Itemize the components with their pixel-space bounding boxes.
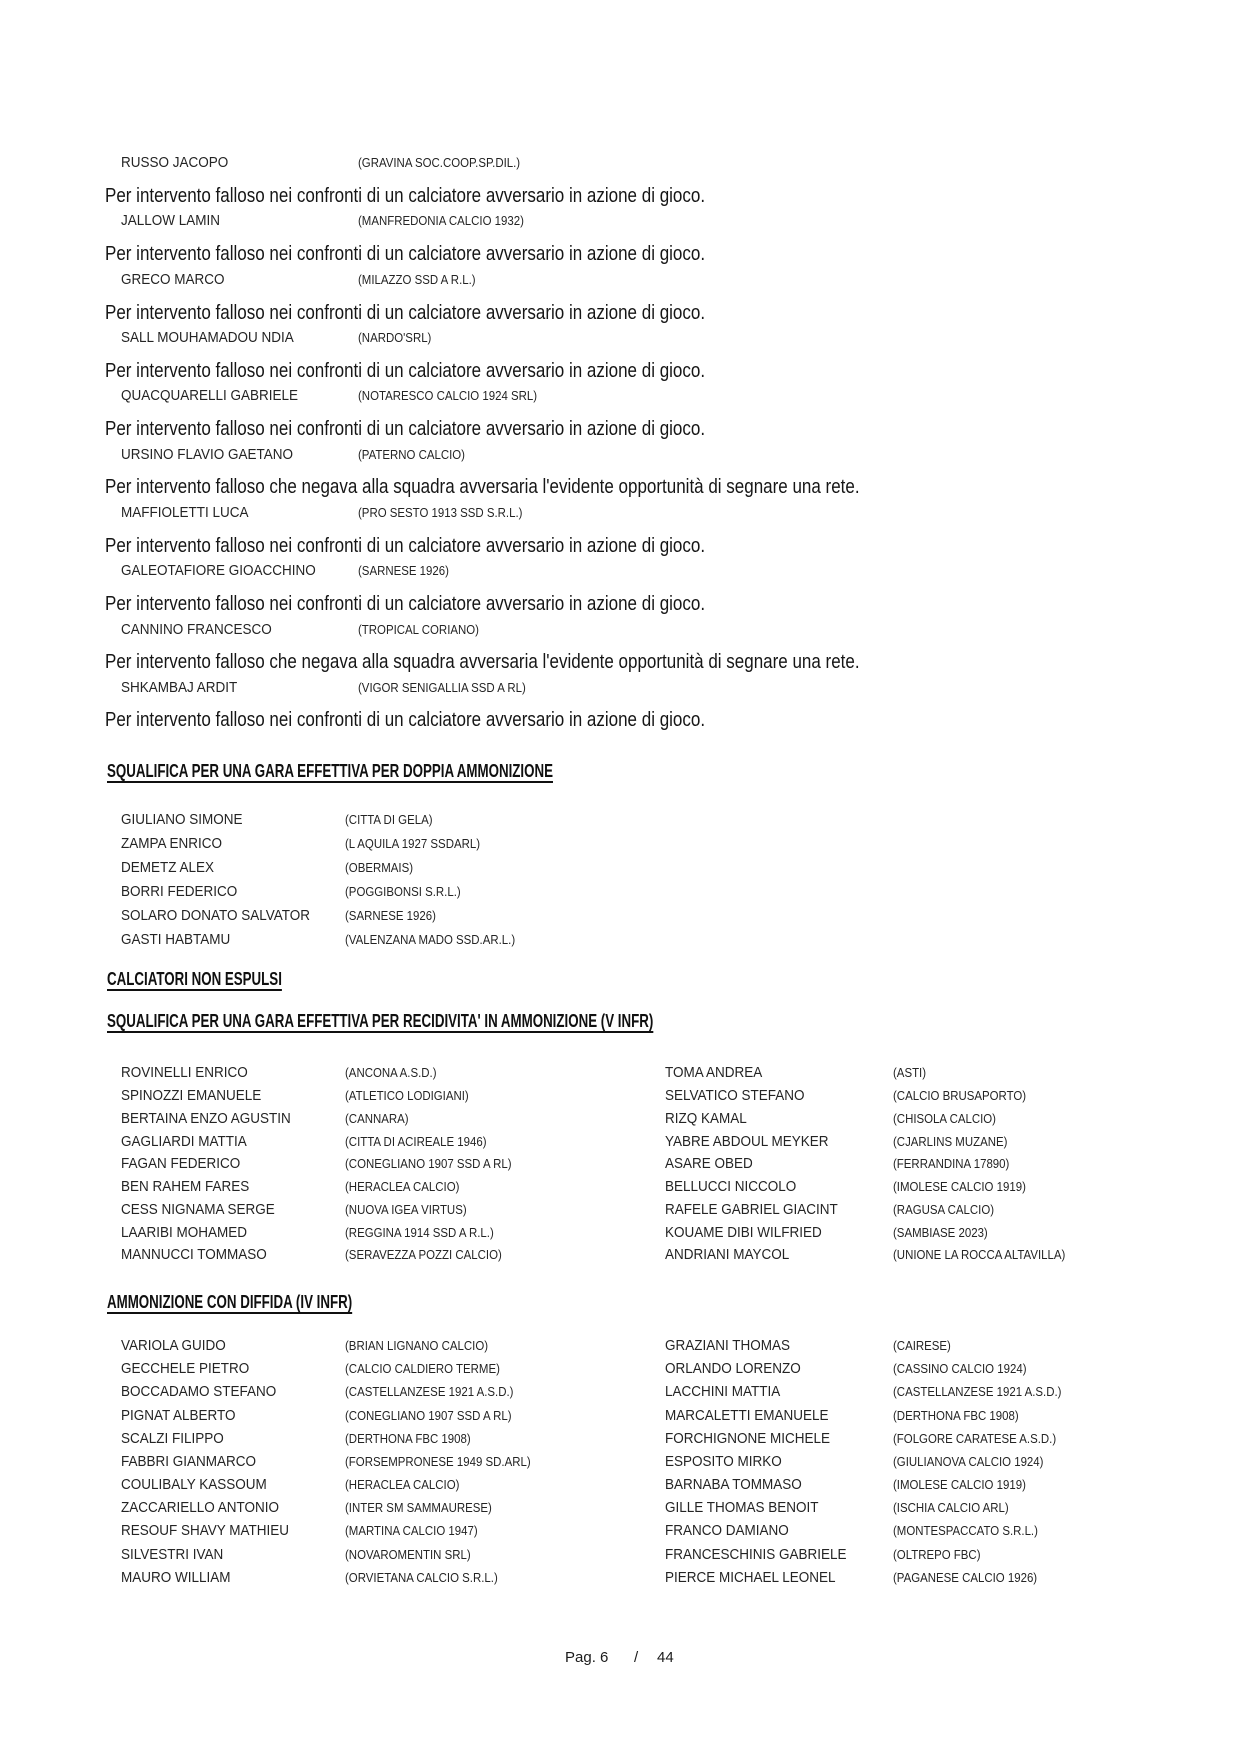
player-club: (SAMBIASE 2023) bbox=[893, 1225, 988, 1240]
player-name: BELLUCCI NICCOLO bbox=[665, 1178, 797, 1195]
player-club: (BRIAN LIGNANO CALCIO) bbox=[345, 1338, 489, 1353]
player-name: CESS NIGNAMA SERGE bbox=[121, 1201, 275, 1218]
player-name: BARNABA TOMMASO bbox=[665, 1476, 802, 1493]
player-name: ESPOSITO MIRKO bbox=[665, 1453, 782, 1470]
player-name: MARCALETTI EMANUELE bbox=[665, 1407, 829, 1424]
player-name: LACCHINI MATTIA bbox=[665, 1383, 781, 1400]
player-name: DEMETZ ALEX bbox=[121, 859, 215, 876]
player-name: VARIOLA GUIDO bbox=[121, 1337, 226, 1354]
player-name: SCALZI FILIPPO bbox=[121, 1430, 224, 1447]
sanction-reason: Per intervento falloso che negava alla squadra avversaria l'evidente opportunità di segnare una rete. bbox=[105, 651, 860, 673]
player-club: (NUOVA IGEA VIRTUS) bbox=[345, 1202, 467, 1217]
player-name: KOUAME DIBI WILFRIED bbox=[665, 1224, 822, 1241]
player-club: (FERRANDINA 17890) bbox=[893, 1156, 1010, 1171]
player-club: (CHISOLA CALCIO) bbox=[893, 1111, 996, 1126]
player-name: ZACCARIELLO ANTONIO bbox=[121, 1499, 280, 1516]
sanction-reason: Per intervento falloso nei confronti di un calciatore avversario in azione di gioco. bbox=[105, 418, 706, 440]
player-club: (NOVAROMENTIN SRL) bbox=[345, 1547, 471, 1562]
player-club: (NOTARESCO CALCIO 1924 SRL) bbox=[358, 388, 538, 403]
player-name: FAGAN FEDERICO bbox=[121, 1155, 241, 1172]
player-name: URSINO FLAVIO GAETANO bbox=[121, 446, 294, 463]
page-count: 44 bbox=[657, 1649, 674, 1666]
player-name: ORLANDO LORENZO bbox=[665, 1360, 801, 1377]
player-club: (GIULIANOVA CALCIO 1924) bbox=[893, 1454, 1044, 1469]
player-club: (TROPICAL CORIANO) bbox=[358, 622, 479, 637]
player-club: (NARDO'SRL) bbox=[358, 330, 432, 345]
player-club: (DERTHONA FBC 1908) bbox=[893, 1408, 1019, 1423]
player-club: (INTER SM SAMMAURESE) bbox=[345, 1500, 492, 1515]
player-club: (RAGUSA CALCIO) bbox=[893, 1202, 995, 1217]
player-name: QUACQUARELLI GABRIELE bbox=[121, 387, 299, 404]
player-club: (CONEGLIANO 1907 SSD A RL) bbox=[345, 1156, 512, 1171]
player-club: (CAIRESE) bbox=[893, 1338, 951, 1353]
player-name: SHKAMBAJ ARDIT bbox=[121, 679, 238, 696]
player-name: SPINOZZI EMANUELE bbox=[121, 1087, 262, 1104]
player-club: (L AQUILA 1927 SSDARL) bbox=[345, 836, 481, 851]
player-club: (MARTINA CALCIO 1947) bbox=[345, 1523, 478, 1538]
player-club: (CALCIO CALDIERO TERME) bbox=[345, 1361, 500, 1376]
section-heading-recidivita: SQUALIFICA PER UNA GARA EFFETTIVA PER RECIDIVITA' IN AMMONIZIONE (V INFR) bbox=[107, 1011, 654, 1031]
player-name: GAGLIARDI MATTIA bbox=[121, 1133, 247, 1150]
player-name: FABBRI GIANMARCO bbox=[121, 1453, 257, 1470]
player-name: RESOUF SHAVY MATHIEU bbox=[121, 1522, 290, 1539]
player-name: GALEOTAFIORE GIOACCHINO bbox=[121, 562, 316, 579]
sanction-reason: Per intervento falloso che negava alla squadra avversaria l'evidente opportunità di segnare una rete. bbox=[105, 476, 860, 498]
player-club: (DERTHONA FBC 1908) bbox=[345, 1431, 471, 1446]
player-club: (FORSEMPRONESE 1949 SD.ARL) bbox=[345, 1454, 531, 1469]
player-name: GRECO MARCO bbox=[121, 271, 225, 288]
sanction-reason: Per intervento falloso nei confronti di un calciatore avversario in azione di gioco. bbox=[105, 360, 706, 382]
player-name: BEN RAHEM FARES bbox=[121, 1178, 250, 1195]
player-club: (CONEGLIANO 1907 SSD A RL) bbox=[345, 1408, 512, 1423]
player-club: (PAGANESE CALCIO 1926) bbox=[893, 1570, 1038, 1585]
sanction-reason: Per intervento falloso nei confronti di un calciatore avversario in azione di gioco. bbox=[105, 185, 706, 207]
player-name: GILLE THOMAS BENOIT bbox=[665, 1499, 819, 1516]
player-club: (CASTELLANZESE 1921 A.S.D.) bbox=[345, 1384, 514, 1399]
player-club: (PRO SESTO 1913 SSD S.R.L.) bbox=[358, 505, 523, 520]
player-name: ROVINELLI ENRICO bbox=[121, 1064, 248, 1081]
player-name: GECCHELE PIETRO bbox=[121, 1360, 250, 1377]
player-club: (ATLETICO LODIGIANI) bbox=[345, 1088, 469, 1103]
section-heading-diffida: AMMONIZIONE CON DIFFIDA (IV INFR) bbox=[107, 1292, 353, 1312]
player-name: MANNUCCI TOMMASO bbox=[121, 1246, 267, 1263]
player-club: (CANNARA) bbox=[345, 1111, 409, 1126]
page-separator: / bbox=[634, 1649, 639, 1666]
player-name: COULIBALY KASSOUM bbox=[121, 1476, 267, 1493]
player-club: (IMOLESE CALCIO 1919) bbox=[893, 1179, 1026, 1194]
player-club: (CITTA DI GELA) bbox=[345, 812, 433, 827]
player-club: (OBERMAIS) bbox=[345, 860, 414, 875]
player-club: (HERACLEA CALCIO) bbox=[345, 1477, 460, 1492]
player-name: GIULIANO SIMONE bbox=[121, 811, 243, 828]
player-club: (GRAVINA SOC.COOP.SP.DIL.) bbox=[358, 155, 521, 170]
player-club: (MONTESPACCATO S.R.L.) bbox=[893, 1523, 1038, 1538]
sanction-reason: Per intervento falloso nei confronti di un calciatore avversario in azione di gioco. bbox=[105, 709, 706, 731]
player-club: (ASTI) bbox=[893, 1065, 927, 1080]
player-club: (CJARLINS MUZANE) bbox=[893, 1134, 1008, 1149]
player-club: (MANFREDONIA CALCIO 1932) bbox=[358, 213, 524, 228]
player-name: LAARIBI MOHAMED bbox=[121, 1224, 248, 1241]
player-club: (ANCONA A.S.D.) bbox=[345, 1065, 437, 1080]
player-name: SOLARO DONATO SALVATOR bbox=[121, 907, 311, 924]
player-name: BOCCADAMO STEFANO bbox=[121, 1383, 277, 1400]
player-club: (CITTA DI ACIREALE 1946) bbox=[345, 1134, 487, 1149]
sanction-reason: Per intervento falloso nei confronti di un calciatore avversario in azione di gioco. bbox=[105, 535, 706, 557]
player-name: CANNINO FRANCESCO bbox=[121, 621, 272, 638]
player-name: BORRI FEDERICO bbox=[121, 883, 238, 900]
section-heading-non-espulsi: CALCIATORI NON ESPULSI bbox=[107, 969, 282, 989]
player-name: RIZQ KAMAL bbox=[665, 1110, 747, 1127]
player-club: (VIGOR SENIGALLIA SSD A RL) bbox=[358, 680, 526, 695]
player-name: JALLOW LAMIN bbox=[121, 212, 221, 229]
player-name: FRANCESCHINIS GABRIELE bbox=[665, 1546, 847, 1563]
player-club: (SERAVEZZA POZZI CALCIO) bbox=[345, 1247, 502, 1262]
player-club: (HERACLEA CALCIO) bbox=[345, 1179, 460, 1194]
footer bbox=[0, 1650, 1241, 1670]
player-name: GRAZIANI THOMAS bbox=[665, 1337, 791, 1354]
player-club: (IMOLESE CALCIO 1919) bbox=[893, 1477, 1026, 1492]
sanction-reason: Per intervento falloso nei confronti di un calciatore avversario in azione di gioco. bbox=[105, 593, 706, 615]
section-heading-doppia-ammonizione: SQUALIFICA PER UNA GARA EFFETTIVA PER DOPPIA AMMONIZIONE bbox=[107, 761, 553, 781]
player-name: TOMA ANDREA bbox=[665, 1064, 763, 1081]
player-name: FORCHIGNONE MICHELE bbox=[665, 1430, 831, 1447]
player-club: (CASTELLANZESE 1921 A.S.D.) bbox=[893, 1384, 1062, 1399]
player-club: (REGGINA 1914 SSD A R.L.) bbox=[345, 1225, 494, 1240]
player-name: FRANCO DAMIANO bbox=[665, 1522, 789, 1539]
player-club: (OLTREPO FBC) bbox=[893, 1547, 981, 1562]
player-name: SILVESTRI IVAN bbox=[121, 1546, 224, 1563]
player-club: (PATERNO CALCIO) bbox=[358, 447, 466, 462]
player-name: BERTAINA ENZO AGUSTIN bbox=[121, 1110, 291, 1127]
player-name: PIERCE MICHAEL LEONEL bbox=[665, 1569, 836, 1586]
player-name: MAFFIOLETTI LUCA bbox=[121, 504, 249, 521]
player-name: YABRE ABDOUL MEYKER bbox=[665, 1133, 829, 1150]
page-number: Pag. 6 bbox=[565, 1649, 609, 1666]
player-name: ANDRIANI MAYCOL bbox=[665, 1246, 790, 1263]
sanction-reason: Per intervento falloso nei confronti di un calciatore avversario in azione di gioco. bbox=[105, 302, 706, 324]
player-club: (POGGIBONSI S.R.L.) bbox=[345, 884, 461, 899]
player-club: (VALENZANA MADO SSD.AR.L.) bbox=[345, 932, 516, 947]
player-name: MAURO WILLIAM bbox=[121, 1569, 231, 1586]
player-club: (FOLGORE CARATESE A.S.D.) bbox=[893, 1431, 1057, 1446]
player-club: (CASSINO CALCIO 1924) bbox=[893, 1361, 1027, 1376]
player-name: SALL MOUHAMADOU NDIA bbox=[121, 329, 294, 346]
player-club: (ORVIETANA CALCIO S.R.L.) bbox=[345, 1570, 498, 1585]
player-club: (SARNESE 1926) bbox=[358, 563, 449, 578]
player-club: (MILAZZO SSD A R.L.) bbox=[358, 272, 476, 287]
player-name: RUSSO JACOPO bbox=[121, 154, 229, 171]
player-club: (SARNESE 1926) bbox=[345, 908, 436, 923]
player-name: RAFELE GABRIEL GIACINT bbox=[665, 1201, 838, 1218]
player-club: (UNIONE LA ROCCA ALTAVILLA) bbox=[893, 1247, 1066, 1262]
player-name: SELVATICO STEFANO bbox=[665, 1087, 805, 1104]
player-name: ASARE OBED bbox=[665, 1155, 753, 1172]
player-name: ZAMPA ENRICO bbox=[121, 835, 223, 852]
player-name: PIGNAT ALBERTO bbox=[121, 1407, 236, 1424]
sanction-reason: Per intervento falloso nei confronti di un calciatore avversario in azione di gioco. bbox=[105, 243, 706, 265]
player-club: (CALCIO BRUSAPORTO) bbox=[893, 1088, 1027, 1103]
player-club: (ISCHIA CALCIO ARL) bbox=[893, 1500, 1009, 1515]
player-name: GASTI HABTAMU bbox=[121, 931, 231, 948]
